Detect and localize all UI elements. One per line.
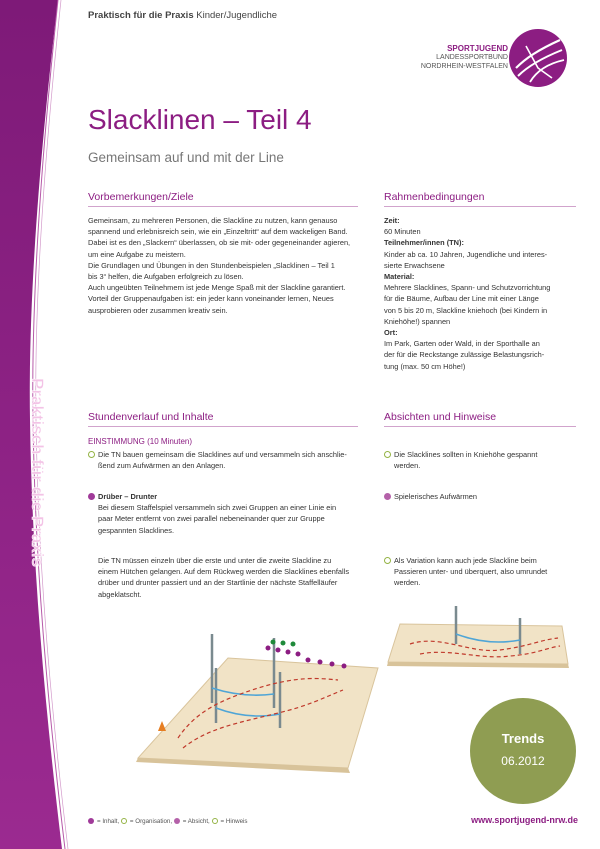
- text-line: drüber und drunter passiert und an der Startlinie der nächste Staffelläufer: [98, 578, 338, 588]
- item-organisation: [88, 449, 378, 471]
- legend: [88, 818, 248, 825]
- series-header: [88, 10, 277, 21]
- absicht-legend-icon: [174, 818, 180, 824]
- text-line: paar Meter entfernt von zwei parallel nebeneinander quer zur Gruppe: [98, 514, 325, 524]
- heading-absichten: Absichten und Hinweise: [384, 411, 497, 423]
- text-line: Kinder ab ca. 10 Jahren, Jugendliche und interes-: [384, 249, 548, 259]
- side-banner: [0, 0, 78, 849]
- logo-line2: LANDESSPORTBUND: [436, 54, 508, 61]
- text-line: bis 3“ helfen, die Aufgaben erfolgreich zu lösen.: [88, 272, 244, 282]
- page-subtitle: Gemeinsam auf und mit der Line: [88, 150, 284, 165]
- zeit-label: Zeit:: [384, 216, 400, 225]
- organisation-legend-icon: [121, 818, 127, 824]
- text-line: Passieren unter- und überquert, also umrundet: [394, 567, 548, 577]
- text-line: gespannten Slacklines.: [98, 525, 175, 535]
- text-line: Gemeinsam, zu mehreren Personen, die Slackline zu nutzen, kann genauso: [88, 216, 338, 225]
- text-line: werden.: [394, 578, 421, 588]
- relay-illustration: [108, 628, 388, 778]
- text-line: Als Variation kann auch jede Slackline beim: [394, 556, 537, 565]
- text-line: der für die Reckstange zulässige Belastungsrich-: [384, 350, 545, 360]
- text-line: Bei diesem Staffelspiel versammeln sich zwei Gruppen an einer Linie ein: [98, 503, 337, 513]
- heading-stundenverlauf: Stundenverlauf und Inhalte: [88, 411, 214, 423]
- legend-inhalt: = Inhalt,: [97, 818, 121, 825]
- text-line: Auch ungeübten Teilnehmern ist jede Menge Spaß mit der Slackline garantiert.: [88, 283, 346, 293]
- note-hinweis-1: [384, 449, 584, 471]
- item-description: [98, 555, 378, 600]
- badge-line1: Trends: [501, 731, 545, 746]
- legend-hinweis: = Hinweis: [220, 818, 248, 825]
- text-line: tung (max. 50 cm Höhe!): [384, 361, 466, 371]
- badge-line2: 06.2012: [501, 754, 545, 768]
- text-line: für die Bäume, Aufbau der Line mit einer Länge: [384, 294, 539, 304]
- text-line: Spielerisches Aufwärmen: [394, 492, 477, 501]
- heading-vorbemerkungen: Vorbemerkungen/Ziele: [88, 191, 194, 203]
- note-absicht: [384, 491, 584, 502]
- text-line: ausprobieren oder zusammen kreativ sein.: [88, 305, 228, 315]
- text-line: von 5 bis 20 m, Slackline kniehoch (bei Kindern in: [384, 305, 548, 315]
- text-line: spannend und erlebnisreich sein, wie ein „Einzeltritt“ auf dem wackeligen Band.: [88, 227, 348, 237]
- inhalt-bullet-icon: [88, 493, 95, 500]
- logo-brand: SPORTJUGEND: [447, 44, 508, 53]
- absicht-bullet-icon: [384, 493, 391, 500]
- series-header-rest: Kinder/Jugendliche: [193, 10, 278, 21]
- text-line: Die TN müssen einzeln über die erste und unter die zweite Slackline zu: [98, 556, 332, 565]
- text-line: werden.: [394, 461, 421, 471]
- logo-text: [421, 44, 508, 71]
- hinweis-bullet-icon: [384, 557, 391, 564]
- item-title: Drüber – Drunter: [98, 492, 158, 501]
- divider: [384, 206, 576, 207]
- material-label: Material:: [384, 272, 415, 282]
- text-line: Vorteil der Gruppenaufgaben ist: ein jeder kann voneinander lernen, Neues: [88, 294, 334, 304]
- text-line: Kniehöhe!) spannen: [384, 316, 451, 326]
- text-line: Die Grundlagen und Übungen in den Stundenbeispielen „Slacklinen – Teil 1: [88, 260, 335, 270]
- text-line: um eine Aufgabe zu meistern.: [88, 249, 186, 259]
- legend-organisation: = Organisation,: [129, 818, 174, 825]
- hinweis-bullet-icon: [384, 451, 391, 458]
- ort-label: Ort:: [384, 328, 398, 338]
- item-drueber-drunter: [88, 491, 378, 536]
- note-hinweis-2: [384, 555, 584, 589]
- text-line: Im Park, Garten oder Wald, in der Sporthalle an: [384, 339, 540, 349]
- trends-badge: [470, 698, 576, 804]
- text-line: abgeklatscht.: [98, 589, 142, 599]
- hinweis-legend-icon: [212, 818, 218, 824]
- text-line: Mehrere Slacklines, Spann- und Schutzvorrichtung: [384, 283, 551, 293]
- text-line: ßend zum Aufwärmen an den Anlagen.: [98, 461, 226, 471]
- series-header-bold: Praktisch für die Praxis: [88, 10, 194, 21]
- zeit-value: 60 Minuten: [384, 227, 421, 237]
- logo-line3: NORDRHEIN-WESTFALEN: [420, 63, 508, 70]
- text-line: sierte Erwachsene: [384, 260, 445, 270]
- inhalt-legend-icon: [88, 818, 94, 824]
- text-line: Dabei ist es den „Slackern“ überlassen, ob sie mit- oder gegeneinander agieren,: [88, 238, 351, 248]
- einstimmung-heading: EINSTIMMUNG (10 Minuten): [88, 437, 193, 446]
- organisation-bullet-icon: [88, 451, 95, 458]
- footer-url[interactable]: www.sportjugend-nrw.de: [471, 815, 578, 825]
- page-title: Slacklinen – Teil 4: [88, 104, 312, 135]
- divider: [88, 206, 358, 207]
- divider: [88, 426, 358, 427]
- text-line: Die Slacklines sollten in Kniehöhe gespannt: [394, 450, 538, 459]
- heading-rahmenbedingungen: Rahmenbedingungen: [384, 191, 485, 203]
- variation-illustration: [380, 604, 580, 680]
- side-banner-text: Praktisch für die Praxis: [28, 378, 47, 567]
- text-line: einem Hütchen gelangen. Auf dem Rückweg werden die Slacklines ebenfalls: [98, 567, 350, 577]
- logo-emblem-icon: [508, 28, 568, 88]
- text-line: Die TN bauen gemeinsam die Slacklines auf und versammeln sich anschlie-: [98, 450, 347, 459]
- vorbemerkungen-text: [88, 215, 378, 316]
- divider: [384, 426, 576, 427]
- rahmen-text: [384, 215, 584, 372]
- legend-absicht: = Absicht,: [182, 818, 212, 825]
- tn-label: Teilnehmer/innen (TN):: [384, 238, 464, 248]
